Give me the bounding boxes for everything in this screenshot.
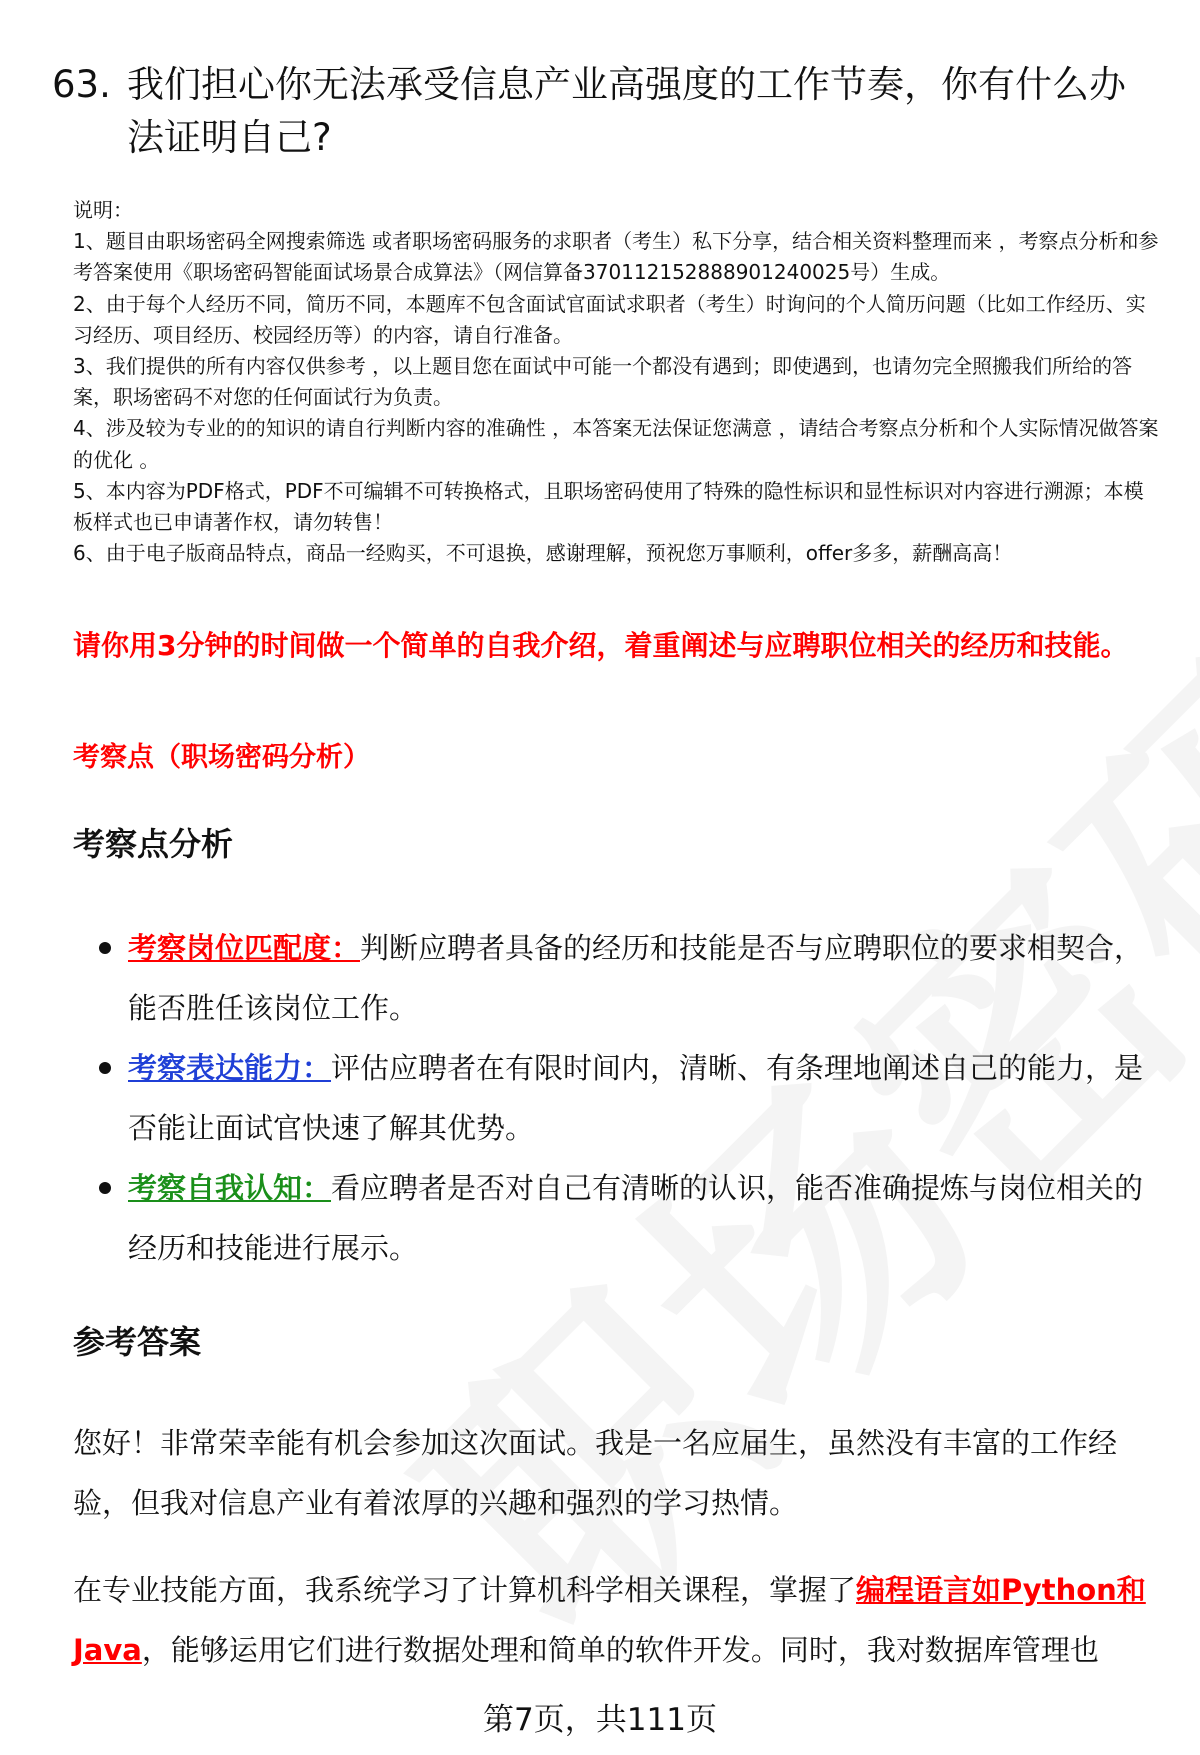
- answer-text: ，能够运用它们进行数据处理和简单的软件开发。同时，我对数据库管理也: [141, 1633, 1099, 1667]
- note-item: 5、本内容为PDF格式，PDF不可编辑不可转换格式，且职场密码使用了特殊的隐性标识和显性标识对内容进行溯源；本模板样式也已申请著作权，请勿转售！: [73, 478, 1144, 535]
- note-item: 4、涉及较为专业的的知识的请自行判断内容的准确性 ，本答案无法保证您满意 ，请结合考察点分析和个人实际情况做答案的优化 。: [73, 416, 1159, 472]
- analysis-item-text: 判断应聘者具备的经历和技能是否与应聘职位的要求相契合，能否胜任该岗位工作。: [128, 931, 1144, 1025]
- bullet-icon: [99, 1062, 111, 1074]
- bullet-icon: [99, 942, 111, 954]
- answer-highlight: 编程语言如Python和Java: [73, 1573, 1146, 1667]
- question-number: 63.: [52, 63, 111, 106]
- answer-paragraph: [73, 1560, 1163, 1680]
- page-footer: 第7页，共111页: [483, 1702, 717, 1738]
- notes-heading: 说明：: [73, 198, 133, 222]
- analysis-item-lead: 考察岗位匹配度：: [128, 931, 361, 965]
- analysis-item-text: 评估应聘者在有限时间内，清晰、有条理地阐述自己的能力，是否能让面试官快速了解其优势。: [128, 1051, 1144, 1145]
- analysis-item-lead: 考察表达能力：: [128, 1051, 332, 1085]
- note-item: 3、我们提供的所有内容仅供参考 ，以上题目您在面试中可能一个都没有遇到；即使遇到，也请勿完全照搬我们所给的答案，职场密码不对您的任何面试行为负责。: [73, 354, 1133, 410]
- analysis-item: [73, 918, 1163, 1038]
- bullet-icon: [99, 1182, 111, 1194]
- interview-prompt: 请你用3分钟的时间做一个简单的自我介绍，着重阐述与应聘职位相关的经历和技能。: [73, 629, 1129, 662]
- analysis-item-text: 看应聘者是否对自己有清晰的认识，能否准确提炼与岗位相关的经历和技能进行展示。: [128, 1171, 1144, 1265]
- answer-paragraph: 您好！非常荣幸能有机会参加这次面试。我是一名应届生，虽然没有丰富的工作经验，但我对信息产业有着浓厚的兴趣和强烈的学习热情。: [73, 1426, 1118, 1520]
- answer-text: 在专业技能方面，我系统学习了计算机科学相关课程，掌握了: [73, 1573, 857, 1607]
- note-item: 6、由于电子版商品特点，商品一经购买，不可退换，感谢理解，预祝您万事顺利，offer多多，薪酬高高！: [73, 541, 1013, 566]
- analysis-item: [73, 1038, 1163, 1158]
- question-title: [52, 58, 1152, 164]
- disclaimer-notes: [73, 195, 1163, 569]
- analysis-item-lead: 考察自我认知：: [128, 1171, 332, 1205]
- analysis-list: [73, 918, 1163, 1278]
- note-item: 1、题目由职场密码全网搜索筛选 或者职场密码服务的求职者（考生）私下分享，结合相关资料整理而来 ，考察点分析和参考答案使用《职场密码智能面试场景合成算法》（网信算备370112152888901240025号）生成。: [73, 229, 1159, 285]
- note-item: 2、由于每个人经历不同，简历不同，本题库不包含面试官面试求职者（考生）时询问的个人简历问题（比如工作经历、实习经历、项目经历、校园经历等）的内容，请自行准备。: [73, 291, 1146, 347]
- analysis-subheading: 考察点（职场密码分析）: [73, 742, 370, 773]
- analysis-item: [73, 1158, 1163, 1278]
- answer-title: 参考答案: [73, 1323, 202, 1361]
- question-text: 我们担心你无法承受信息产业高强度的工作节奏，你有什么办法证明自己?: [127, 63, 1126, 159]
- analysis-title: 考察点分析: [73, 825, 234, 863]
